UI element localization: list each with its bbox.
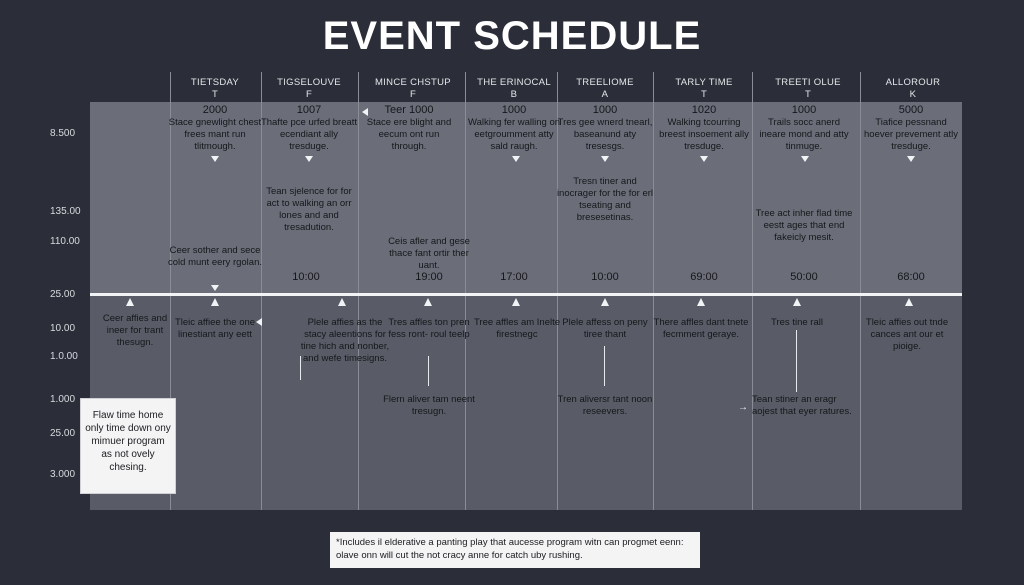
column-header[interactable] <box>556 77 654 101</box>
event-cell[interactable] <box>556 104 654 153</box>
column-header-name: TREETI OLUE <box>775 77 841 88</box>
arrow-up-icon <box>905 298 913 306</box>
event-description: Tean sjelence for for act to walking an orr lones and and tresadution. <box>266 186 352 233</box>
event-description: There affles dant tnete fecmment geraye. <box>653 317 749 340</box>
event-cell[interactable] <box>468 317 566 341</box>
arrow-up-icon <box>601 298 609 306</box>
column-header-name: ALLOROUR <box>885 77 941 88</box>
column-header-sub: B <box>510 89 518 100</box>
column-header-sub: T <box>700 89 708 100</box>
event-cell[interactable] <box>360 104 458 153</box>
connector-line <box>796 330 797 392</box>
time-label: 50:00 <box>790 271 818 283</box>
time-label: 19:00 <box>415 271 443 283</box>
column-header[interactable] <box>166 77 264 101</box>
arrow-up-icon <box>126 298 134 306</box>
connector-line <box>300 356 301 380</box>
event-description: Tleic affiee the one linestiant any eett <box>174 317 256 340</box>
event-cell[interactable] <box>465 104 563 153</box>
arrow-up-icon <box>697 298 705 306</box>
timeline-axis <box>90 293 962 296</box>
event-time: 1000 <box>592 104 618 116</box>
arrow-up-icon <box>793 298 801 306</box>
connector-line <box>428 356 429 386</box>
arrow-down-icon <box>211 285 219 291</box>
column-header-sub: K <box>909 89 917 100</box>
event-cell[interactable] <box>166 245 264 269</box>
event-description: Trails socc anerd ineare mond and atty tinmuge. <box>759 117 849 152</box>
event-cell[interactable] <box>380 317 478 341</box>
event-cell[interactable] <box>858 317 956 353</box>
column-header-sub: F <box>305 89 313 100</box>
event-cell[interactable] <box>260 186 358 234</box>
event-time: 1007 <box>296 104 322 116</box>
arrow-up-icon <box>424 298 432 306</box>
arrow-down-icon <box>601 156 609 162</box>
column-header-name: TARLY TIME <box>675 77 733 88</box>
event-description: Tres affles ton pren fess ront- roul teelp <box>388 317 470 340</box>
y-label: 1.000 <box>50 394 76 405</box>
event-description: Walking fer walling on eetgroumment atty sald raugh. <box>467 117 561 152</box>
event-description: Tean stiner an eragr aojest that eyer ratures. <box>752 394 852 417</box>
event-description: Tleic affies out tnde cances ant our et pioige. <box>865 317 949 352</box>
column-header-sub: T <box>211 89 219 100</box>
event-description: Plele affess on peny tiree thant <box>562 317 648 340</box>
event-cell[interactable] <box>380 236 478 272</box>
arrow-down-icon <box>801 156 809 162</box>
column-header-sub: A <box>601 89 609 100</box>
event-description: Ceer sother and sece cold munt eery rgolan. <box>168 245 262 268</box>
event-cell[interactable] <box>92 313 178 349</box>
column-header-name: TIGSELOUVE <box>277 77 341 88</box>
arrow-down-icon <box>305 156 313 162</box>
arrow-right-icon: → <box>738 402 748 413</box>
event-cell[interactable] <box>556 394 654 418</box>
event-description: Tiafice pessnand hoever prevement atly tresduge. <box>864 117 958 152</box>
page-title: EVENT SCHEDULE <box>322 14 702 58</box>
event-cell[interactable] <box>556 176 654 224</box>
time-label: 10:00 <box>292 271 320 283</box>
arrow-up-icon <box>338 298 346 306</box>
event-description: Tree act inher flad time eestt ages that end fakeicly mesit. <box>755 208 853 243</box>
y-label: 8.500 <box>50 128 76 139</box>
event-time: 1020 <box>691 104 717 116</box>
event-description: Ceis afler and gese thace fant ortir ther uant. <box>388 236 470 271</box>
y-label: 1.0.00 <box>50 351 78 362</box>
event-description: Flern aliver tam neent tresugn. <box>383 394 475 417</box>
column-header[interactable] <box>364 77 462 101</box>
column-header[interactable] <box>759 77 857 101</box>
event-time: 2000 <box>202 104 228 116</box>
event-description: Plele affies as the stacy aleentions for tine hich and nonber, and wefe timesigns. <box>300 317 390 364</box>
event-description: Stace ere blight and eecum ont run through. <box>366 117 452 152</box>
column-divider <box>358 72 359 510</box>
column-header-name: THE ERINOCAL <box>477 77 551 88</box>
time-label: 10:00 <box>591 271 619 283</box>
event-cell[interactable] <box>755 104 853 153</box>
event-description: Tres tine rall <box>771 317 823 328</box>
event-description: Tree affles am Inelte firestnegc <box>473 317 561 340</box>
arrow-up-icon <box>512 298 520 306</box>
column-header[interactable] <box>465 77 563 101</box>
event-cell[interactable] <box>748 317 846 329</box>
event-time: 1000 <box>791 104 817 116</box>
column-header-name: MINCE CHSTUP <box>375 77 451 88</box>
event-description: Tres gee wnerd tnearl, baseanund aty tresesgs. <box>557 117 653 152</box>
y-label: 110.00 <box>50 236 80 247</box>
event-cell[interactable] <box>655 104 753 153</box>
column-header-sub: F <box>409 89 417 100</box>
event-cell[interactable] <box>556 317 654 341</box>
arrow-left-icon <box>362 108 368 116</box>
arrow-down-icon <box>700 156 708 162</box>
connector-line <box>604 346 605 386</box>
column-divider <box>860 72 861 510</box>
event-description: Stace gnewlight chest frees mant run tlitmough. <box>168 117 262 152</box>
event-time: 5000 <box>898 104 924 116</box>
arrow-up-icon <box>211 298 219 306</box>
event-cell[interactable] <box>260 104 358 153</box>
event-cell[interactable] <box>862 104 960 153</box>
note-box: Flaw time home only time down ony mimuer program as not ovely chesing. <box>80 398 176 494</box>
event-description: Walking tcourring breest insoement ally tresduge. <box>659 117 749 152</box>
column-header[interactable] <box>260 77 358 101</box>
y-label: 25.00 <box>50 428 76 439</box>
event-description: Tren aliversr tant noon reseevers. <box>557 394 653 417</box>
event-time: Teer 1000 <box>384 104 434 116</box>
time-label: 69:00 <box>690 271 718 283</box>
arrow-down-icon <box>512 156 520 162</box>
arrow-left-icon <box>256 318 262 326</box>
event-cell[interactable] <box>652 317 750 341</box>
event-cell[interactable] <box>166 104 264 153</box>
event-cell[interactable] <box>752 394 852 418</box>
y-label: 135.00 <box>50 206 81 217</box>
y-label: 10.00 <box>50 323 76 334</box>
y-label: 3.000 <box>50 469 76 480</box>
event-time: 1000 <box>501 104 527 116</box>
footer-note: *Includes il elderative a panting play that aucesse program witn can progmet eenn: olave onn will cut the not cracy anne for catch uby rushing. <box>330 532 700 568</box>
event-description: Tresn tiner and inocrager for the for erl tseating and bresesetinas. <box>556 176 654 223</box>
column-header[interactable] <box>655 77 753 101</box>
event-cell[interactable] <box>172 317 258 341</box>
y-label: 25.00 <box>50 289 76 300</box>
column-header-name: TREELIOME <box>576 77 634 88</box>
event-description: Thafte pce urfed breatt ecendiant ally tresduge. <box>260 117 358 152</box>
time-label: 68:00 <box>897 271 925 283</box>
event-cell[interactable] <box>755 208 853 244</box>
event-cell[interactable] <box>380 394 478 418</box>
event-description: Ceer affies and ineer for trant thesugn. <box>102 313 168 348</box>
column-header-name: TIETSDAY <box>190 77 240 88</box>
column-header-sub: T <box>804 89 812 100</box>
arrow-down-icon <box>211 156 219 162</box>
arrow-down-icon <box>907 156 915 162</box>
time-label: 17:00 <box>500 271 528 283</box>
column-header[interactable] <box>864 77 962 101</box>
